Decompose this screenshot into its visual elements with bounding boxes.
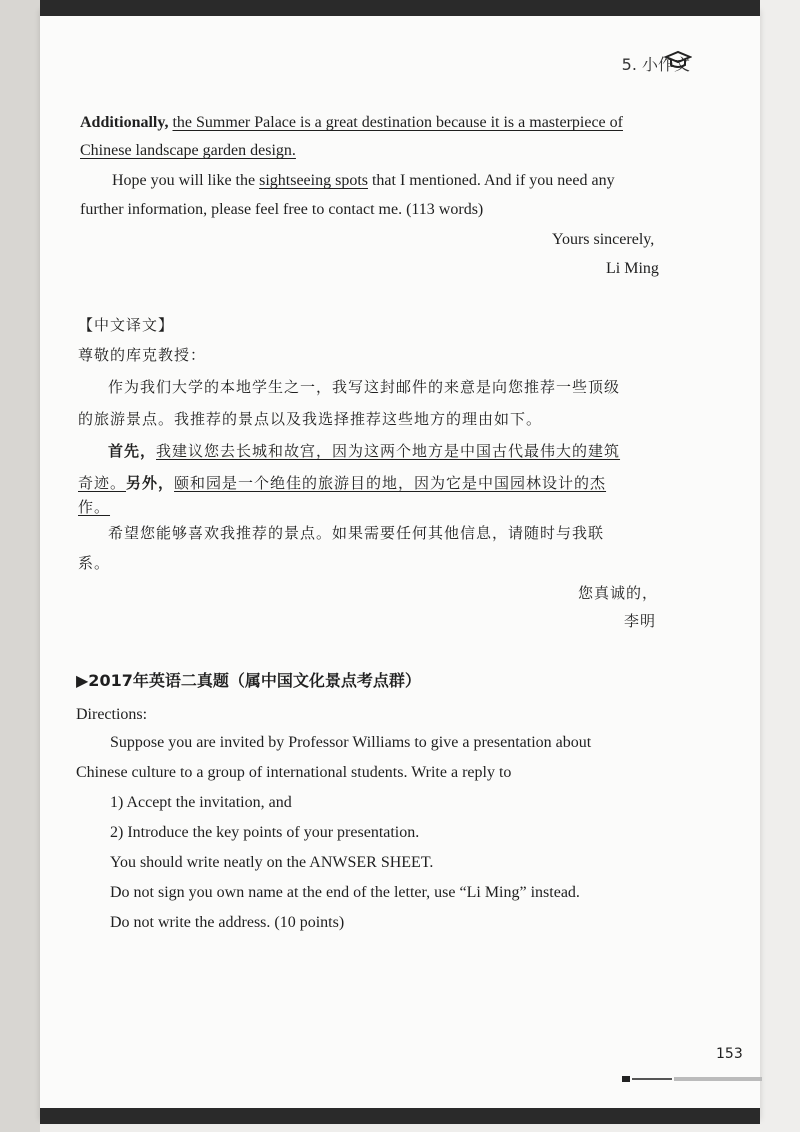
letter-line-3 — [112, 166, 615, 196]
translation-para2-line2 — [78, 468, 606, 498]
translation-greeting: 尊敬的库克教授： — [78, 346, 207, 364]
letter-line-2 — [80, 136, 296, 166]
translation-para1-line2: 的旅游景点。我推荐的景点以及我选择推荐这些地方的理由如下。 — [78, 410, 543, 428]
letter-line-4: further information, please feel free to contact me. (113 words) — [80, 201, 484, 218]
text-span: Hope you will like the — [112, 172, 256, 189]
prompt-note-2: Do not sign you own name at the end of the letter, use “Li Ming” instead. — [110, 884, 580, 901]
letter-signature: Li Ming — [606, 260, 659, 277]
prompt-note-1: You should write neatly on the ANWSER SHEET. — [110, 854, 434, 871]
footer-decoration — [622, 1074, 762, 1084]
text-span: that I mentioned. And if you need any — [371, 172, 615, 189]
underlined-phrase: sightseeing spots — [259, 172, 368, 189]
translation-signature: 李明 — [624, 612, 657, 630]
underlined-phrase: 奇迹。 — [78, 474, 127, 492]
prompt-item-2: 2) Introduce the key points of your presentation. — [110, 824, 420, 841]
prompt-line-2: Chinese culture to a group of international students. Write a reply to — [76, 764, 512, 781]
underlined-phrase: 作。 — [78, 498, 111, 516]
prompt-line-1: Suppose you are invited by Professor Williams to give a presentation about — [110, 734, 592, 751]
translation-para1-line1: 作为我们大学的本地学生之一，我写这封邮件的来意是向您推荐一些顶级 — [108, 378, 621, 396]
letter-closing: Yours sincerely, — [552, 231, 655, 248]
graduation-cap-icon — [664, 50, 692, 70]
translation-para2-line3 — [78, 492, 110, 522]
scan-border-top — [40, 0, 760, 16]
exam-heading: ▶2017年英语二真题（属中国文化景点考点群） — [76, 671, 421, 690]
translation-title: 【中文译文】 — [78, 316, 175, 334]
scan-border-bottom — [40, 1108, 760, 1124]
prompt-note-3: Do not write the address. (10 points) — [110, 914, 345, 931]
underlined-phrase: 颐和园是一个绝佳的旅游目的地，因为它是中国园林设计的杰 — [174, 474, 607, 492]
letter-line-1 — [80, 108, 623, 138]
chapter-label: 5. 小作文 — [621, 55, 690, 74]
prompt-item-1: 1) Accept the invitation, and — [110, 794, 292, 811]
additionally-word: Additionally, — [80, 114, 169, 131]
translation-para3-line2: 系。 — [78, 554, 111, 572]
bold-word: 另外， — [126, 474, 175, 492]
underlined-phrase: 我建议您去长城和故宫，因为这两个地方是中国古代最伟大的建筑 — [156, 442, 621, 460]
background-edge — [0, 0, 40, 1132]
underlined-phrase: the Summer Palace is a great destination because it is a masterpiece of — [172, 114, 623, 131]
directions-label: Directions: — [76, 706, 148, 723]
translation-closing: 您真诚的， — [578, 584, 659, 602]
translation-para2-line1 — [108, 436, 620, 466]
page-number: 153 — [716, 1046, 743, 1062]
bold-word: 首先， — [108, 442, 157, 460]
translation-para3-line1: 希望您能够喜欢我推荐的景点。如果需要任何其他信息，请随时与我联 — [108, 524, 605, 542]
underlined-phrase: Chinese landscape garden design. — [80, 142, 296, 159]
